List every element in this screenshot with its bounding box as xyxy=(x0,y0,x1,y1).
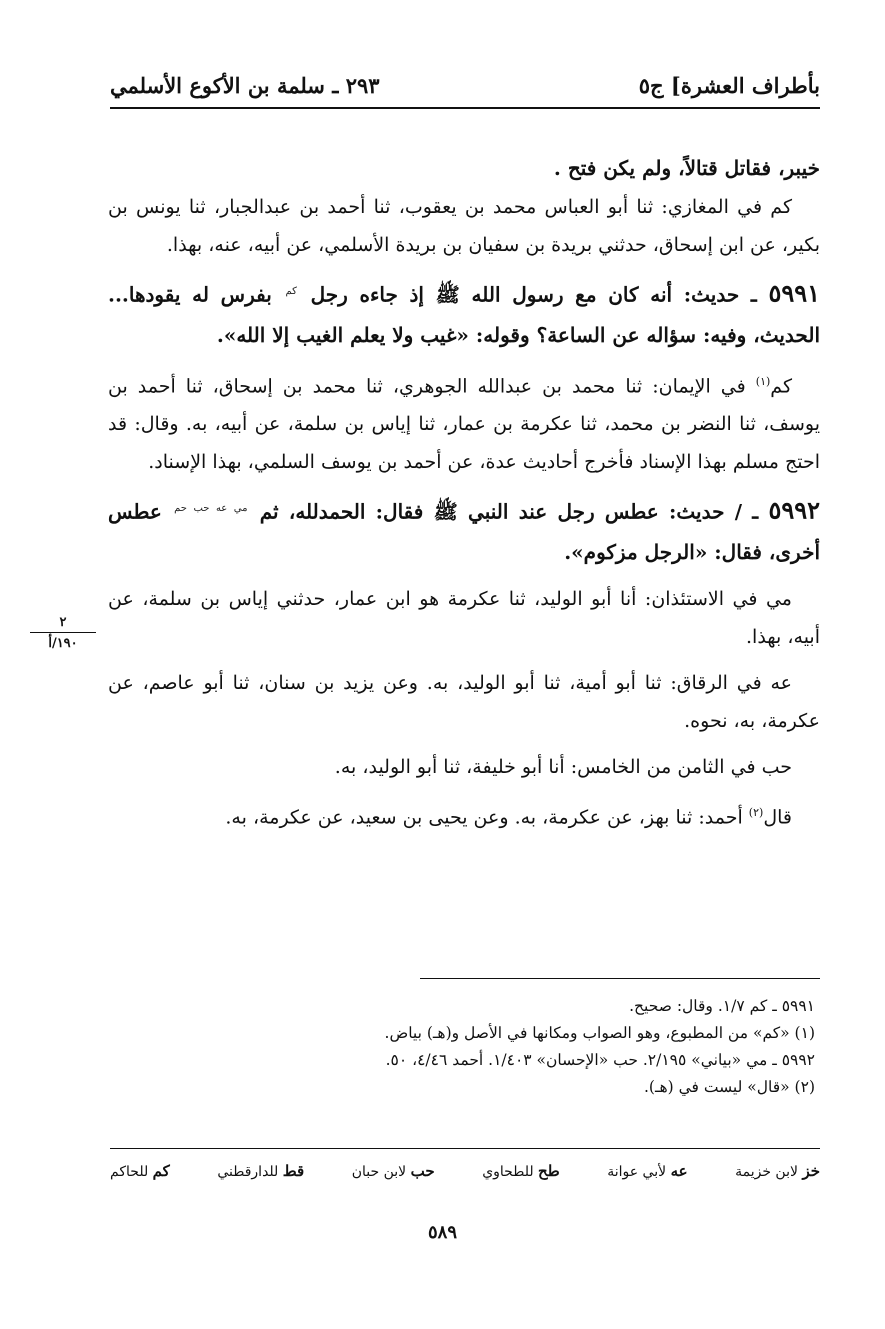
source-prefix: قال xyxy=(763,805,792,828)
hadith-text-line1: ـ / حديث: عطس رجل عند النبي ﷺ فقال: الحمدلله، ثم xyxy=(259,499,759,524)
hadith-5991 xyxy=(108,272,820,355)
hadith-text-line2: عطس أخرى، فقال: «الرجل مزكوم». xyxy=(108,499,820,564)
paragraph-darimi: مي في الاستئذان: أنا أبو الوليد، ثنا عكرمة هو ابن عمار، حدثني إياس بن سلمة، عن أبيه، بهذا. xyxy=(108,587,820,648)
paragraph-mustadrak-iman xyxy=(108,363,820,481)
header-divider xyxy=(110,107,820,109)
footnote-5991: ٥٩٩١ ـ كم ١/٧. وقال: صحيح. xyxy=(629,997,815,1015)
abbreviations-key xyxy=(110,1162,820,1192)
hadith-text-line1: ـ حديث: أنه كان مع رسول الله ﷺ إذ جاءه رجل xyxy=(310,282,757,307)
header-chapter-title: ٢٩٣ ـ سلمة بن الأكوع الأسلمي xyxy=(110,73,380,98)
manuscript-folio-note xyxy=(30,614,96,664)
source-marks: مي عه حب حم xyxy=(174,502,248,514)
footnote-5992: ٥٩٩٢ ـ مي «بياني» ٢/١٩٥. حب «الإحسان» ١/٤٠٣. أحمد ٤/٤٦، ٥٠. xyxy=(385,1051,815,1069)
footnote-divider xyxy=(420,978,820,979)
paragraph-ahmad xyxy=(108,794,820,836)
footnote-2: (٢) «قال» ليست في (هـ). xyxy=(643,1078,815,1096)
running-header xyxy=(110,52,820,98)
hadith-number: ٥٩٩١ xyxy=(768,278,821,308)
paragraph-mustadrak-maghazi: كم في المغازي: ثنا أبو العباس محمد بن يعقوب، ثنا أحمد بن عبدالجبار، ثنا يونس بن بكير، عن ابن إسحاق، حدثني بريدة بن سفيان بن بريدة الأسلمي، عن أبيه، عنه، بهذا. xyxy=(108,196,820,256)
footnote-1: (١) «كم» من المطبوع، وهو الصواب ومكانها في الأصل و(هـ) بياض. xyxy=(384,1024,815,1042)
abbreviation-item: قط للدارقطني xyxy=(217,1162,305,1180)
paragraph-ibn-hibban: حب في الثامن من الخامس: أنا أبو خليفة، ثنا أبو الوليد، به. xyxy=(334,755,792,778)
abbreviation-item: خز لابن خزيمة xyxy=(735,1162,820,1180)
main-text xyxy=(108,148,820,844)
footnote-ref-2: (٢) xyxy=(748,805,764,819)
folio-volume: ٢ xyxy=(30,614,96,633)
hadith-text-line2: بفرس له يقودها... الحديث، وفيه: سؤاله عن الساعة؟ وقوله: «غيب ولا يعلم الغيب إلا الله». xyxy=(108,282,820,347)
abbreviation-item: عه لأبي عوانة xyxy=(607,1162,688,1180)
paragraph-text: أحمد: ثنا بهز، عن عكرمة، به. وعن يحيى بن سعيد، عن عكرمة، به. xyxy=(225,805,743,828)
header-book-title: بأطراف العشرة] ج٥ xyxy=(638,73,820,98)
paragraph-continuation: خيبر، فقاتل قتالاً، ولم يكن فتح . xyxy=(553,156,820,180)
abbreviation-item: طح للطحاوي xyxy=(482,1162,560,1180)
footnote-ref-1: (١) xyxy=(755,374,771,388)
source-mark: كم xyxy=(285,286,297,297)
footnotes xyxy=(180,993,815,1101)
paragraph-text: في الإيمان: ثنا محمد بن عبدالله الجوهري، ثنا محمد بن إسحاق، ثنا أحمد بن يوسف، ثنا النضر بن محمد، ثنا عكرمة بن عمار، ثنا إياس بن سلمة، عن أبيه، به. وقال: قد احتج مسلم بهذا الإسناد فأخرج أحاديث عدة، عن أحمد بن يوسف السلمي، بهذا الإسناد. xyxy=(108,374,820,473)
hadith-number: ٥٩٩٢ xyxy=(768,495,821,525)
abbreviations-divider xyxy=(110,1148,820,1149)
hadith-5992 xyxy=(108,489,820,572)
folio-leaf: ١٩٠/أ xyxy=(48,636,78,651)
paragraph-abu-awana: عه في الرقاق: ثنا أبو أمية، ثنا أبو الوليد، به. وعن يزيد بن سنان، ثنا أبو عاصم، عن عكرمة، به، نحوه. xyxy=(108,671,820,732)
abbreviation-item: كم للحاكم xyxy=(110,1162,170,1180)
source-prefix: كم xyxy=(770,374,792,397)
page-number: ٥٨٩ xyxy=(427,1222,457,1243)
abbreviation-item: حب لابن حبان xyxy=(351,1162,435,1180)
